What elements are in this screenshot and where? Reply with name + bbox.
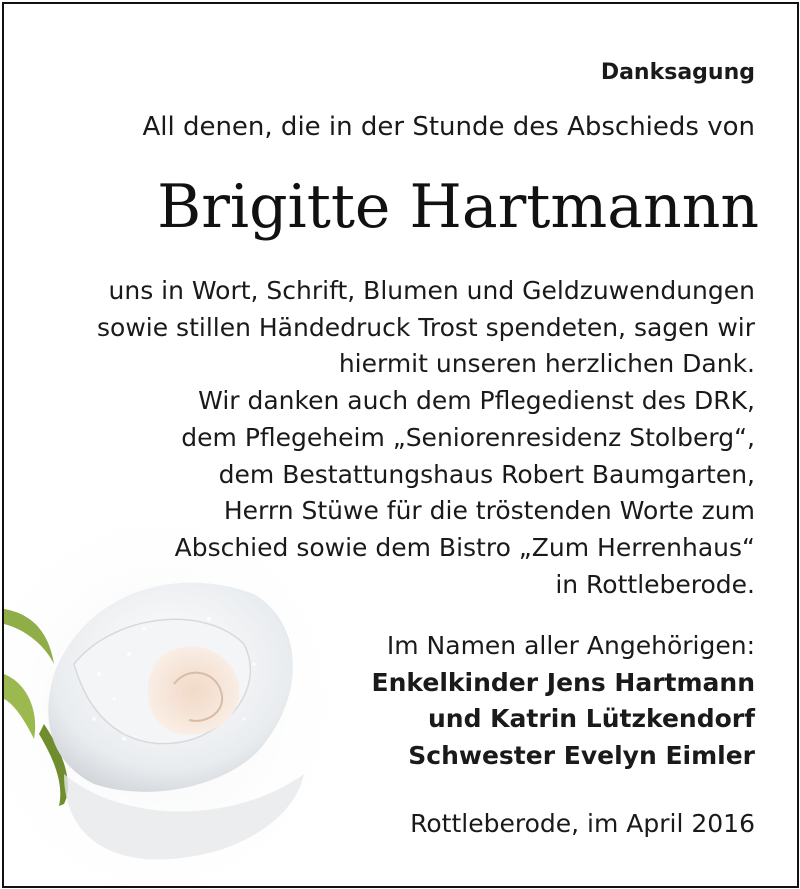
obituary-notice — [2, 2, 799, 888]
signature-block — [372, 628, 755, 775]
body-line: dem Bestattungshaus Robert Baumgarten, — [218, 459, 755, 489]
body-line: uns in Wort, Schrift, Blumen und Geldzuwendungen — [108, 276, 755, 305]
body-line: Abschied sowie dem Bistro „Zum Herrenhaus“ — [174, 532, 755, 562]
intro-text: All denen, die in der Stunde des Abschieds von — [142, 112, 755, 142]
signature-intro: Im Namen aller Angehörigen: — [386, 631, 755, 660]
body-line: sowie stillen Händedruck Trost spendeten, sagen wir — [97, 312, 755, 342]
thanks-body — [97, 273, 755, 603]
signature-line: Schwester Evelyn Eimler — [408, 741, 755, 771]
place-date: Rottleberode, im April 2016 — [410, 809, 755, 838]
body-line: Wir danken auch dem Pflegedienst des DRK, — [198, 386, 755, 416]
signature-line: Enkelkinder Jens Hartmann — [371, 667, 755, 697]
body-line: hiermit unseren herzlichen Dank. — [338, 349, 755, 379]
heading: Danksagung — [600, 60, 755, 85]
body-line: Herrn Stüwe für die tröstenden Worte zum — [223, 496, 755, 526]
body-line: dem Pflegeheim „Seniorenresidenz Stolberg“, — [181, 422, 755, 452]
deceased-name: Brigitte Hartmannn — [157, 172, 759, 242]
signature-line: und Katrin Lützkendorf — [427, 704, 755, 734]
body-line: in Rottleberode. — [555, 569, 755, 599]
